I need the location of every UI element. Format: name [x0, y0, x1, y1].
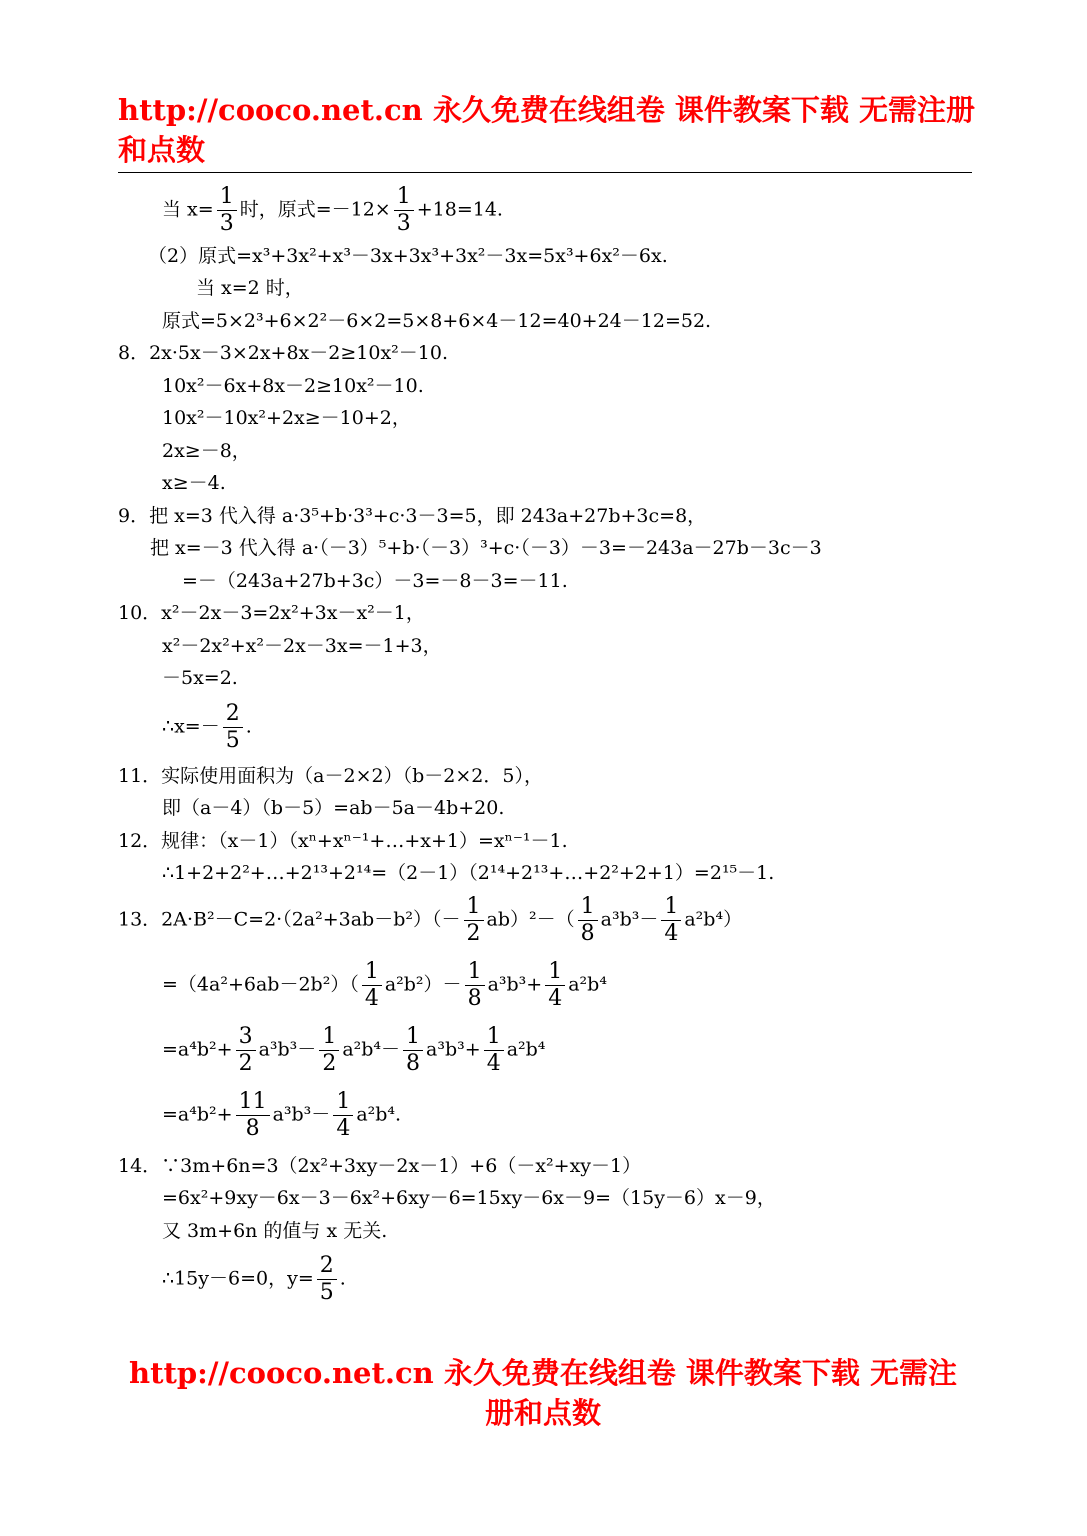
fraction: $\frac{11}{8}$ [236, 1089, 270, 1142]
line-3: 当 x=2 时， [196, 277, 304, 299]
fraction: $\frac{1}{8}$ [403, 1024, 423, 1077]
fraction: $\frac{2}{5}$ [223, 701, 243, 754]
line-26: =6x²+9xy－6x－3－6x²+6xy－6=15xy－6x－9=（15y－6）x－9， [162, 1187, 776, 1209]
fraction: $\frac{1}{2}$ [319, 1024, 339, 1077]
fraction: $\frac{1}{4}$ [333, 1089, 353, 1142]
line-1: 当 x= $\frac{1}{3}$ 时，原式=－12× $\frac{1}{3}$ +18=14. [162, 184, 503, 236]
line-8: 2x≥－8， [162, 440, 251, 462]
fraction: $\frac{1}{8}$ [465, 959, 485, 1012]
line-11: 把 x=－3 代入得 a·（－3）⁵+b·（－3）³+c·（－3）－3=－243a－27b－3c－3 [150, 537, 822, 559]
line-10: 9．把 x=3 代入得 a·3⁵+b·3³+c·3－3=5，即 243a+27b+3c=8， [118, 505, 707, 527]
line-14: x²－2x²+x²－2x－3x=－1+3， [162, 635, 442, 657]
line-22: =（4a²+6ab－2b²）（ $\frac{1}{4}$ a²b²）－ $\frac{1}{8}$ a³b³+ $\frac{1}{4}$ a²b⁴ [162, 959, 607, 1011]
line-7: 10x²－10x²+2x≥－10+2， [162, 407, 411, 429]
line-2: （2）原式=x³+3x²+x³－3x+3x³+3x²－3x=5x³+6x²－6x. [148, 245, 668, 267]
line-18: 即（a－4）（b－5）=ab－5a－4b+20. [162, 797, 505, 819]
line-17: 11．实际使用面积为（a－2×2）（b－2×2．5）， [118, 765, 543, 787]
fraction: $\frac{1}{3}$ [394, 184, 414, 237]
fraction: $\frac{1}{4}$ [661, 894, 681, 947]
line-9: x≥－4. [162, 472, 226, 494]
fraction: $\frac{1}{3}$ [217, 184, 237, 237]
line-27: 又 3m+6n 的值与 x 无关. [162, 1220, 388, 1242]
line-28: ∴15y－6=0，y= $\frac{2}{5}$ . [162, 1253, 346, 1305]
line-15: －5x=2. [162, 667, 238, 689]
line-21: 13．2A·B²－C=2·（2a²+3ab－b²）（－ $\frac{1}{2}$ ab）²－（ $\frac{1}{8}$ a³b³－ $\frac{1}{4}$ a²b⁴） [118, 894, 743, 946]
line-13: 10．x²－2x－3=2x²+3x－x²－1， [118, 602, 425, 624]
fraction: $\frac{1}{4}$ [484, 1024, 504, 1077]
fraction: $\frac{1}{4}$ [545, 959, 565, 1012]
header-watermark-top: http://cooco.net.cn 永久免费在线组卷 课件教案下载 无需注册和点数 [118, 93, 976, 167]
fraction: $\frac{2}{5}$ [317, 1253, 337, 1306]
line-4: 原式=5×2³+6×2²－6×2=5×8+6×4－12=40+24－12=52. [162, 310, 712, 332]
fraction: $\frac{1}{4}$ [362, 959, 382, 1012]
fraction: $\frac{1}{2}$ [464, 894, 484, 947]
footer-watermark: http://cooco.net.cn 永久免费在线组卷 课件教案下载 无需注册和点数 [128, 1356, 958, 1430]
line-19: 12．规律：（x－1）（xⁿ+xⁿ⁻¹+…+x+1）=xⁿ⁻¹－1. [118, 830, 568, 852]
line-25: 14．∵3m+6n=3（2x²+3xy－2x－1）+6（－x²+xy－1） [118, 1155, 642, 1177]
header-divider [118, 172, 972, 173]
line-5: 8．2x·5x－3×2x+8x－2≥10x²－10. [118, 342, 449, 364]
line-24: =a⁴b²+ $\frac{11}{8}$ a³b³－ $\frac{1}{4}$ a²b⁴. [162, 1089, 402, 1141]
line-16: ∴x=－ $\frac{2}{5}$ . [162, 701, 252, 753]
fraction: $\frac{3}{2}$ [236, 1024, 256, 1077]
line-23: =a⁴b²+ $\frac{3}{2}$ a³b³－ $\frac{1}{2}$ a²b⁴－ $\frac{1}{8}$ a³b³+ $\frac{1}{4}$ a²b⁴ [162, 1024, 546, 1076]
line-20: ∴1+2+2²+…+2¹³+2¹⁴=（2－1）（2¹⁴+2¹³+…+2²+2+1）=2¹⁵－1. [162, 862, 775, 884]
line-12: =－（243a+27b+3c）－3=－8－3=－11. [182, 570, 568, 592]
fraction: $\frac{1}{8}$ [578, 894, 598, 947]
line-6: 10x²－6x+8x－2≥10x²－10. [162, 375, 424, 397]
